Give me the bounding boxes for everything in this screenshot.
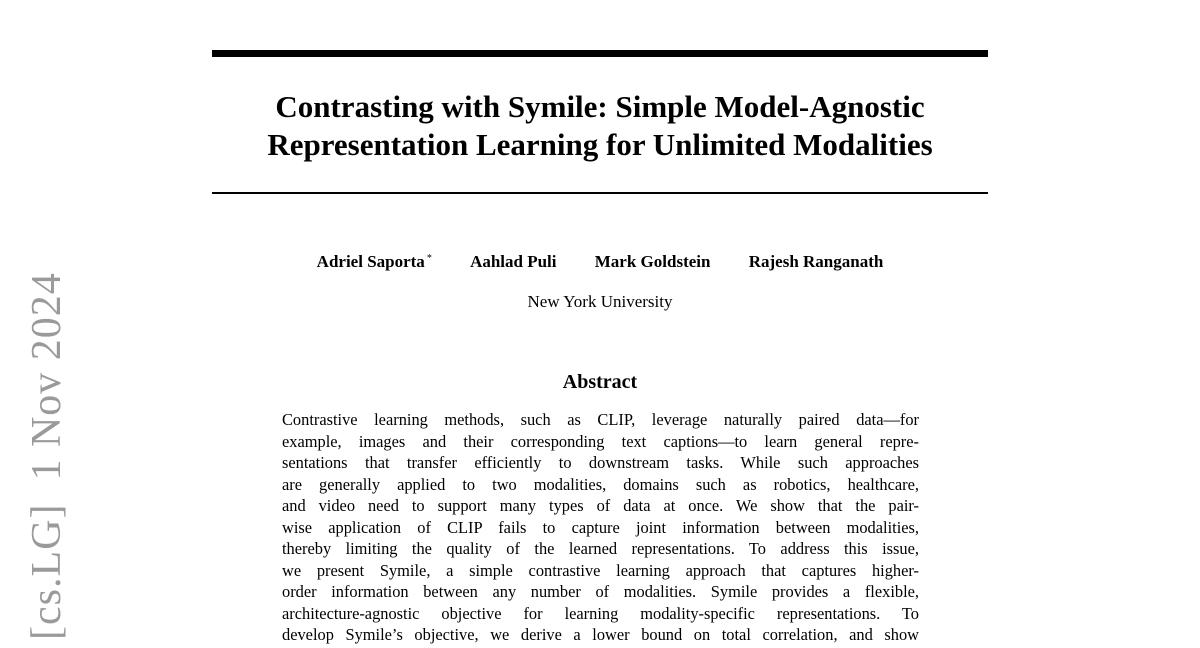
abstract-line: thereby limiting the quality of the learned representations. To address this issue, [282,539,919,558]
abstract-line: develop Symile’s objective, we derive a lower bound on total correlation, and show [282,625,919,644]
author-3: Mark Goldstein [594,252,711,271]
author-1: Adriel Saporta * [316,252,432,271]
abstract-line: wise application of CLIP fails to capture joint information between modalities, [282,517,919,537]
abstract-line: architecture-agnostic objective for learning modality-specific representations. To [282,603,919,623]
author-list [212,249,988,272]
title-line-2: Representation Learning for Unlimited Modalities [267,127,933,162]
abstract-line: are generally applied to two modalities, domains such as robotics, healthcare, [282,474,919,494]
paper-title [212,88,988,164]
arxiv-category: [cs.LG] [24,503,70,640]
arxiv-date: 1 Nov 2024 [24,272,70,481]
title-line-1: Contrasting with Symile: Simple Model-Agnostic [275,89,925,124]
abstract-line: and video need to support many types of data at once. We show that the pair- [282,496,919,515]
abstract-body [282,409,919,646]
abstract-line: order information between any number of modalities. Symile provides a flexible, [282,582,919,601]
abstract-line: example, images and their corresponding text captions—to learn general repre- [282,431,919,451]
author-1-mark: * [426,253,432,264]
title-rule [212,192,988,194]
abstract-line: Contrastive learning methods, such as CLIP, leverage naturally paired data—for [282,410,919,429]
abstract-line: we present Symile, a simple contrastive learning approach that captures higher- [282,560,919,580]
abstract-heading: Abstract [562,371,638,393]
author-4: Rajesh Ranganath [748,252,884,271]
author-2: Aahlad Puli [470,252,557,271]
abstract-line: sentations that transfer efficiently to downstream tasks. While such approaches [282,453,919,472]
top-rule [212,50,988,57]
arxiv-side-stamp [26,272,68,640]
affiliation: New York University [527,292,673,311]
